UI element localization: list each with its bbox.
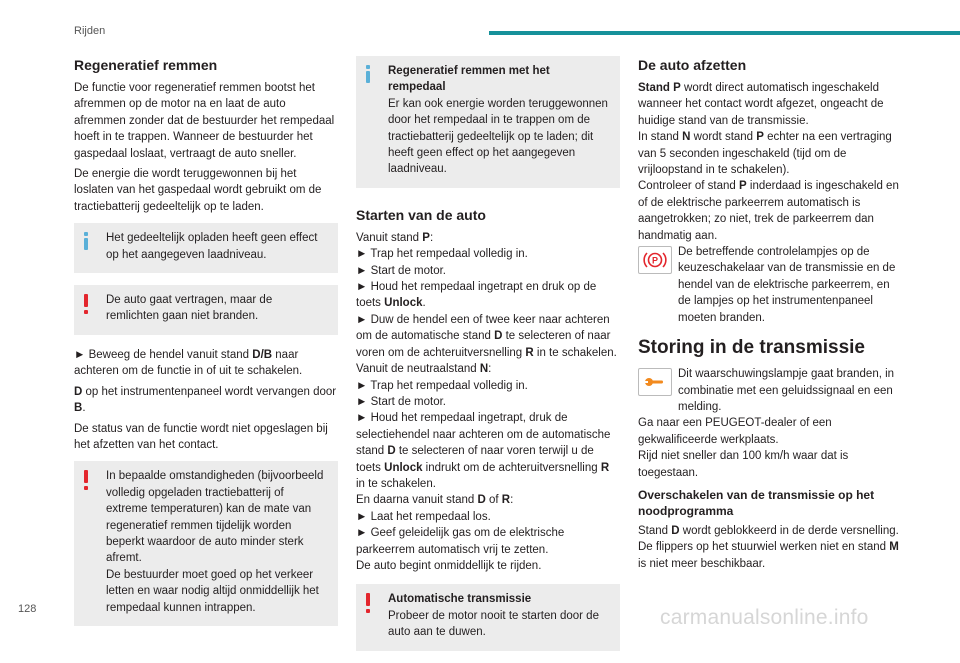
line: ► Trap het rempedaal volledig in. (356, 248, 528, 261)
warning-icon (84, 470, 88, 490)
info-note (74, 223, 338, 273)
section-header: Rijden (74, 25, 106, 37)
note-text: De auto gaat vertragen, maar de remlichten gaan niet branden. (106, 294, 273, 323)
header-accent-bar (489, 31, 960, 35)
line: ► Duw de hendel een of twee keer naar achteren om de automatische stand D te selecteren of naar voren om de achteruitversnelling R in te schakelen. (356, 313, 617, 359)
instruction-step: ► Beweeg de hendel vanuit stand D/B naar achteren om de functie in of uit te schakelen. (74, 348, 303, 378)
line: De auto begint onmiddellijk te rijden. (356, 559, 542, 572)
page-number: 128 (18, 603, 37, 615)
note-title: Automatische transmissie (388, 593, 532, 606)
heading-transmission-fault: Storing in de transmissie (638, 337, 865, 359)
paragraph: De flippers op het stuurwiel werken niet en stand M is niet meer beschikbaar. (638, 541, 899, 570)
line: ► Geef geleidelijk gas om de elektrische parkeerrem automatisch vrij te zetten. (356, 527, 565, 556)
heading-starting: Starten van de auto (356, 206, 486, 223)
info-note (356, 56, 620, 188)
wrench-warning-icon (638, 368, 672, 396)
line: ► Start de motor. (356, 264, 447, 277)
lamp-text: De betreffende controlelampjes op de keuzeschakelaar van de transmissie en de hendel van de elektrische parkeerrem, en de lampjes op het instrumentenpaneel moeten branden. (678, 246, 896, 324)
note-title: Regeneratief remmen met het rempedaal (388, 65, 550, 94)
info-icon (84, 232, 88, 250)
paragraph: De energie die wordt teruggewonnen bij het loslaten van het gaspedaal wordt gebruikt om de tractiebatterij gedeeltelijk op te laden. (74, 168, 322, 213)
note-text: De bestuurder moet goed op het verkeer letten en waar nodig altijd onmiddellijk het rempedaal kunnen intrappen. (106, 568, 319, 614)
heading-regenerative-braking: Regeneratief remmen (74, 57, 218, 73)
paragraph: Ga naar een PEUGEOT-dealer of een gekwalificeerde werkplaats. (638, 417, 832, 446)
paragraph: Rijd niet sneller dan 100 km/h waar dat is toegestaan. (638, 450, 849, 479)
line: ► Start de motor. (356, 395, 447, 408)
note-text: Het gedeeltelijk opladen heeft geen effect op het aangegeven laadniveau. (106, 232, 318, 261)
starting-instructions (356, 230, 620, 575)
lamp-note (638, 244, 900, 326)
svg-text:P: P (651, 255, 659, 266)
paragraph: De status van de functie wordt niet opgeslagen bij het afzetten van het contact. (74, 422, 328, 451)
heading-switching-off: De auto afzetten (638, 57, 747, 73)
warning-note (356, 584, 620, 650)
note-text: In bepaalde omstandigheden (bijvoorbeeld volledig opgeladen tractiebatterij of extreme temperaturen) kan de mate van regeneratief remmen tijdelijk worden beperkt waardoor de auto minder sterk afremt. (106, 470, 324, 565)
warning-icon (366, 593, 370, 613)
line: ► Trap het rempedaal volledig in. (356, 379, 528, 392)
column-right (638, 56, 900, 572)
fault-note (638, 366, 900, 415)
info-icon (366, 65, 370, 83)
paragraph: Stand D wordt geblokkeerd in de derde versnelling. (638, 524, 899, 537)
paragraph: Controleer of stand P inderdaad is ingeschakeld en of de elektrische parkeerrem automatisch is aangetrokken; zo niet, trek de parkeerrem dan handmatig aan. (638, 180, 899, 242)
fault-text: Dit waarschuwingslampje gaat branden, in combinatie met een geluidssignaal en een melding. (678, 368, 895, 413)
paragraph: In stand N wordt stand P echter na een vertraging van 5 seconden ingeschakeld (tijd om de vrijloopstand in te schakelen). (638, 131, 892, 177)
column-middle (356, 56, 620, 663)
line: Vanuit de neutraalstand N: (356, 363, 492, 376)
heading-emergency-program: Overschakelen van de transmissie op het noodprogramma (638, 487, 875, 518)
paragraph: D op het instrumentenpaneel wordt vervangen door B. (74, 385, 337, 415)
warning-note (74, 461, 338, 626)
line: En daarna vanuit stand D of R: (356, 494, 514, 507)
line: Vanuit stand P: (356, 231, 434, 244)
warning-icon (84, 294, 88, 314)
parking-brake-lamp-icon (638, 246, 672, 274)
note-text: Probeer de motor nooit te starten door de auto aan te duwen. (388, 609, 599, 639)
line: ► Houd het rempedaal ingetrapt en druk op de toets Unlock. (356, 281, 597, 310)
watermark: carmanualsonline.info (660, 606, 869, 629)
column-left (74, 56, 338, 638)
warning-note (74, 285, 338, 335)
paragraph: De functie voor regeneratief remmen bootst het afremmen op de motor na en laat de auto afremmen zonder dat de bestuurder het rempedaal hoeft in te trappen. Wanneer de bestuurder het gaspedaal loslaat, vertraagt de auto sneller. (74, 82, 335, 160)
note-text: Er kan ook energie worden teruggewonnen door het rempedaal in te trappen om de tractiebatterij gedeeltelijk op te laden; dit heeft geen effect op het aangegeven laadniveau. (388, 97, 608, 176)
line: ► Houd het rempedaal ingetrapt, druk de selectiehendel naar achteren om de automatische stand D te selecteren of naar voren terwijl u de toets Unlock indrukt om de achteruitversnelling R in te schakelen. (356, 412, 611, 490)
paragraph: Stand P wordt direct automatisch ingeschakeld wanneer het contact wordt afgezet, ongeacht de huidige stand van de transmissie. (638, 82, 884, 127)
line: ► Laat het rempedaal los. (356, 510, 491, 523)
